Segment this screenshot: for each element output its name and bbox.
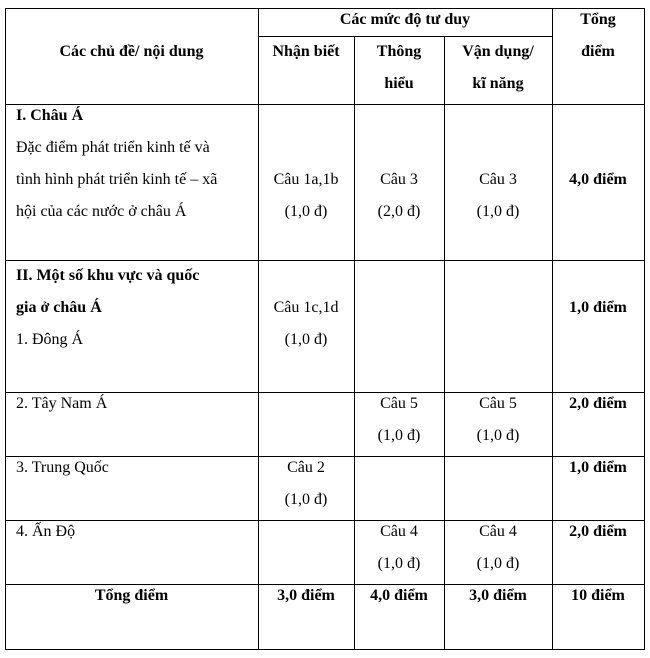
row-1-topic-line: tình hình phát triển kinh tế – xã xyxy=(16,171,218,188)
header-levels: Các mức độ tư duy xyxy=(339,11,471,28)
row-5-topic: 4. Ấn Độ xyxy=(16,523,76,540)
footer-recognize: 3,0 điểm xyxy=(277,587,335,604)
row-1-topic xyxy=(16,100,256,228)
row-2-recognize xyxy=(258,292,354,356)
row-1-topic-line: Đặc điểm phát triển kinh tế và xyxy=(16,139,210,156)
header-apply xyxy=(444,36,552,100)
row-5-apply-points: (1,0 đ) xyxy=(476,555,520,572)
row-3-apply-question: Câu 5 xyxy=(479,395,517,412)
row-1-apply-question: Câu 3 xyxy=(479,171,517,188)
row-4-total: 1,0 điểm xyxy=(569,459,627,476)
footer-label: Tổng điểm xyxy=(94,587,169,604)
header-understand xyxy=(354,36,444,100)
row-3-total: 2,0 điểm xyxy=(569,395,627,412)
row-2-topic-line: 1. Đông Á xyxy=(16,331,84,348)
row-4-topic: 3. Trung Quốc xyxy=(16,459,109,476)
header-understand-line1: Thông xyxy=(376,43,422,60)
header-apply-line1: Vận dụng/ xyxy=(462,43,534,60)
footer-apply: 3,0 điểm xyxy=(469,587,527,604)
row-3-topic: 2. Tây Nam Á xyxy=(16,395,108,412)
row-3-apply xyxy=(444,388,552,452)
header-topics: Các chủ đề/ nội dung xyxy=(59,43,204,60)
row-2-topic xyxy=(16,260,256,356)
footer-understand: 4,0 điểm xyxy=(370,587,428,604)
row-1-recognize-points: (1,0 đ) xyxy=(284,203,328,220)
row-1-topic-title: I. Châu Á xyxy=(16,107,84,124)
header-total xyxy=(552,4,644,68)
row-3-understand-points: (1,0 đ) xyxy=(377,427,421,444)
header-recognize: Nhận biết xyxy=(272,43,340,60)
row-2-topic-title: gia ở châu Á xyxy=(16,299,102,316)
row-5-total: 2,0 điểm xyxy=(569,523,627,540)
row-1-understand-question: Câu 3 xyxy=(380,171,418,188)
row-5-apply-question: Câu 4 xyxy=(479,523,517,540)
row-5-understand-points: (1,0 đ) xyxy=(377,555,421,572)
row-2-total: 1,0 điểm xyxy=(569,299,627,316)
row-1-total: 4,0 điểm xyxy=(569,171,627,188)
row-4-recognize-question: Câu 2 xyxy=(287,459,325,476)
footer-total: 10 điểm xyxy=(571,587,625,604)
row-1-understand xyxy=(354,164,444,228)
row-1-apply-points: (1,0 đ) xyxy=(476,203,520,220)
row-1-recognize-question: Câu 1a,1b xyxy=(273,171,339,188)
row-3-apply-points: (1,0 đ) xyxy=(476,427,520,444)
row-1-apply xyxy=(444,164,552,228)
header-total-line1: Tổng xyxy=(580,11,616,28)
row-5-apply xyxy=(444,516,552,580)
row-2-topic-title: II. Một số khu vực và quốc xyxy=(16,267,200,284)
row-2-recognize-question: Câu 1c,1d xyxy=(273,299,339,316)
row-3-understand-question: Câu 5 xyxy=(380,395,418,412)
row-1-understand-points: (2,0 đ) xyxy=(377,203,421,220)
row-4-recognize-points: (1,0 đ) xyxy=(284,491,328,508)
row-1-topic-line: hội của các nước ở châu Á xyxy=(16,203,187,220)
row-4-recognize xyxy=(258,452,354,516)
header-total-line2: điểm xyxy=(581,43,615,60)
row-3-understand xyxy=(354,388,444,452)
header-understand-line2: hiểu xyxy=(384,75,414,92)
row-5-understand-question: Câu 4 xyxy=(380,523,418,540)
header-apply-line2: kĩ năng xyxy=(472,75,524,92)
row-1-recognize xyxy=(258,164,354,228)
row-2-recognize-points: (1,0 đ) xyxy=(284,331,328,348)
row-5-understand xyxy=(354,516,444,580)
